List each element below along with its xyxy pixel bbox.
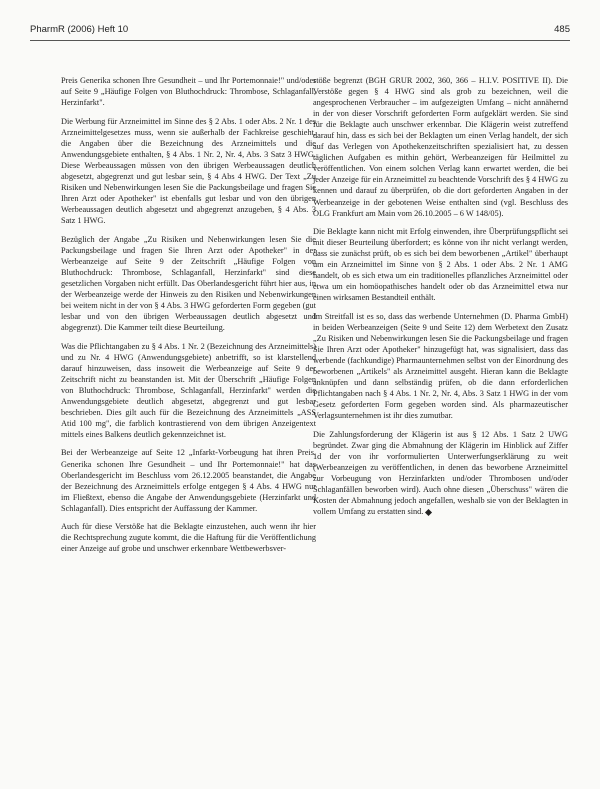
paragraph: Auch für diese Verstöße hat die Beklagte einzustehen, auch wenn ihr hier die Rechtsprechung zugute kommt, die die Haftung für die Veröffentlichung einer Anzeige auf grobe und unschwer erkennbare Wettbewerbsver- (61, 522, 316, 554)
paragraph: Was die Pflichtangaben zu § 4 Abs. 1 Nr. 2 (Bezeichnung des Arzneimittels) und zu Nr. 4 HWG (Anwendungsgebiete) anbetrifft, so ist klarstellend darauf hinzuweisen, dass insoweit die Werbeanzeige auf Seite 9 der Zeitschrift nicht zu beanstanden ist. Mit der Überschrift „Häufige Folgen von Bluthochdruck: Thrombose, Schlaganfall, Herzinfarkt" werden die Anwendungsgebiete deutlich abgesetzt, abgegrenzt und gut lesbar beschrieben. Dies gilt auch für die Bezeichnung des Arzneimittels „ASS Atid 100 mg", die farblich kontrastierend von dem übrigen Anzeigentext mittels eines Balkens deutlich gekennzeichnet ist. (61, 341, 316, 439)
paragraph: Preis Generika schonen Ihre Gesundheit – und Ihr Portemonnaie!" und/oder auf Seite 9 „Häufige Folgen von Bluthochdruck: Thrombose, Schlaganfall, Herzinfarkt". (61, 76, 316, 108)
paragraph: Bei der Werbeanzeige auf Seite 12 „Infarkt-Vorbeugung hat ihren Preis. Generika schonen Ihre Gesundheit – und Ihr Portemonnaie!" hat das Oberlandesgericht im Beschluss vom 26.12.2005 beanstandet, die Angabe der Bezeichnung des Arzneimittels erfolge entgegen § 4 Abs. 4 HWG nur im Fließtext, ebenso die Angabe der Anwendungsgebiete (Herzinfarkt und Schlaganfall). Dies entspricht der Auffassung der Kammer. (61, 448, 316, 513)
page-header (30, 24, 570, 38)
left-column (61, 75, 316, 562)
paragraph: stöße begrenzt (BGH GRUR 2002, 360, 366 – H.I.V. POSITIVE II). Die Verstöße gegen § 4 HWG sind als grob zu bezeichnen, weil die angesprochenen Verbraucher – im aufgezeigten Umfang – nicht annähernd in der von dieser Vorschrift geforderten Form aufgeklärt werden. Sie sind für die Beklagte auch unschwer erkennbar. Die Klägerin weist zutreffend darauf hin, dass es sich bei der Beklagten um einen Verlag handelt, der sich auf das Verlegen von Apothekenzeitschriften spezialisiert hat, zu dessen täglichen Aufgaben es mithin gehört, Werbeanzeigen für Heilmittel zu veröffentlichen. Von einem solchen Verlag kann erwartet werden, die bei jeder Anzeige für ein Arzneimittel zu beachtende Vorschrift des § 4 HWG zu kennen und darauf zu überprüfen, ob die dort geforderten Angaben in der Werbeanzeige in der gebotenen Weise enthalten sind (vgl. Beschluss des OLG Frankfurt am Main vom 26.10.2005 – 6 W 148/05). (313, 76, 568, 218)
journal-citation: PharmR (2006) Heft 10 (30, 24, 129, 35)
paragraph-final (313, 429, 568, 517)
right-column (313, 75, 568, 525)
page-number: 485 (554, 24, 570, 35)
paragraph: Die Beklagte kann nicht mit Erfolg einwenden, ihre Überprüfungspflicht sei mit dieser Beurteilung überfordert; es könne von ihr nicht verlangt werden, dass sie zunächst prüft, ob es sich bei dem beworbenen „Artikel" überhaupt um ein Arzneimittel im Sinne von § 2 Abs. 1 oder Abs. 2 Nr. 1 AMG handelt, ob es sich etwa um ein traditionelles pflanzliches Arzneimittel oder etwa um ein homöopathisches handelt oder ob das Arzneimittel etwa nur einen wirksamen Bestandteil enthält. (313, 227, 568, 303)
paragraph: Im Streitfall ist es so, dass das werbende Unternehmen (D. Pharma GmbH) in beiden Werbeanzeigen (Seite 9 und Seite 12) dem Werbetext den Zusatz „Zu Risiken und Nebenwirkungen lesen Sie die Packungsbeilage und fragen Sie Ihren Arzt oder Apotheker" hinzugefügt hat, was signalisiert, dass das werbende (fachkundige) Pharmaunternehmen selbst von der Einordnung des beworbenen „Artikels" als Arzneimittel ausgeht. Hieran kann die Beklagte anknüpfen und dann selbständig prüfen, ob die dann erforderlichen Pflichtangaben nach § 4 Abs. 1 Nr. 2, Nr. 4, Abs. 3 Satz 1 HWG in der vom Gesetz geforderten Form gegeben worden sind. Als pharmazeutischer Verlagsunternehmen ist ihr dies zumutbar. (313, 311, 568, 421)
paragraph: Die Werbung für Arzneimittel im Sinne des § 2 Abs. 1 oder Abs. 2 Nr. 1 des Arzneimittelgesetzes muss, wenn sie außerhalb der Fachkreise geschieht, die Angaben über die Bezeichnung des Arzneimittels und die Anwendungsgebiete enthalten, § 4 Abs. 1 Nr. 2, Nr. 4, Abs. 3 Satz 3 HWG. Diese Werbeaussagen müssen von den übrigen Werbeaussagen deutlich abgesetzt, abgegrenzt und gut lesbar sein, § 4 Abs 4 HWG. Der Text „Zu Risiken und Nebenwirkungen lesen Sie die Packungsbeilage und fragen Sie Ihren Arzt oder Apotheker" ist ebenfalls gut lesbar und von den übrigen Werbeaussagen deutlich abgesetzt und abgegrenzt anzugeben, § 4 Abs. 3 Satz 1 HWG. (61, 116, 316, 226)
paragraph: Bezüglich der Angabe „Zu Risiken und Nebenwirkungen lesen Sie die Packungsbeilage und fragen Sie Ihren Arzt oder Apotheker" in der Werbeanzeige auf Seite 9 der Zeitschrift „Häufige Folgen von Bluthochdruck: Thrombose, Schlaganfall, Herzinfarkt" sind diese gesetzlichen Vorgaben nicht erfüllt. Das Oberlandesgericht führt hier aus, in der Werbeanzeige werde der Hinweis zu den Risiken und Nebenwirkungen bei weitem nicht in der von § 4 Abs. 3 HWG geforderten Form gegeben (gut lesbar und von den übrigen Werbeaussagen deutlich abgesetzt und abgegrenzt). Die Kammer teilt diese Beurteilung. (61, 234, 316, 332)
header-rule (30, 40, 570, 41)
end-of-article-icon (425, 509, 432, 516)
paragraph-final-text: Die Zahlungsforderung der Klägerin ist aus § 12 Abs. 1 Satz 2 UWG begründet. Zwar ging die Abmahnung der Klägerin im Hinblick auf Ziffer 1d der von ihr vorformulierten Unterwerfungserklärung zu weit (Werbeanzeigen zu veröffentlichen, in denen das beworbene Arzneimittel zur Vorbeugung von Herzinfarkten und/oder Thrombosen und/oder Schlaganfällen beworben wird). Auch ohne diesen „Überschuss" wären die Kosten der Abmahnung jedoch angefallen, weshalb sie von der Beklagten in vollem Umfang zu erstatten sind. (313, 429, 568, 517)
